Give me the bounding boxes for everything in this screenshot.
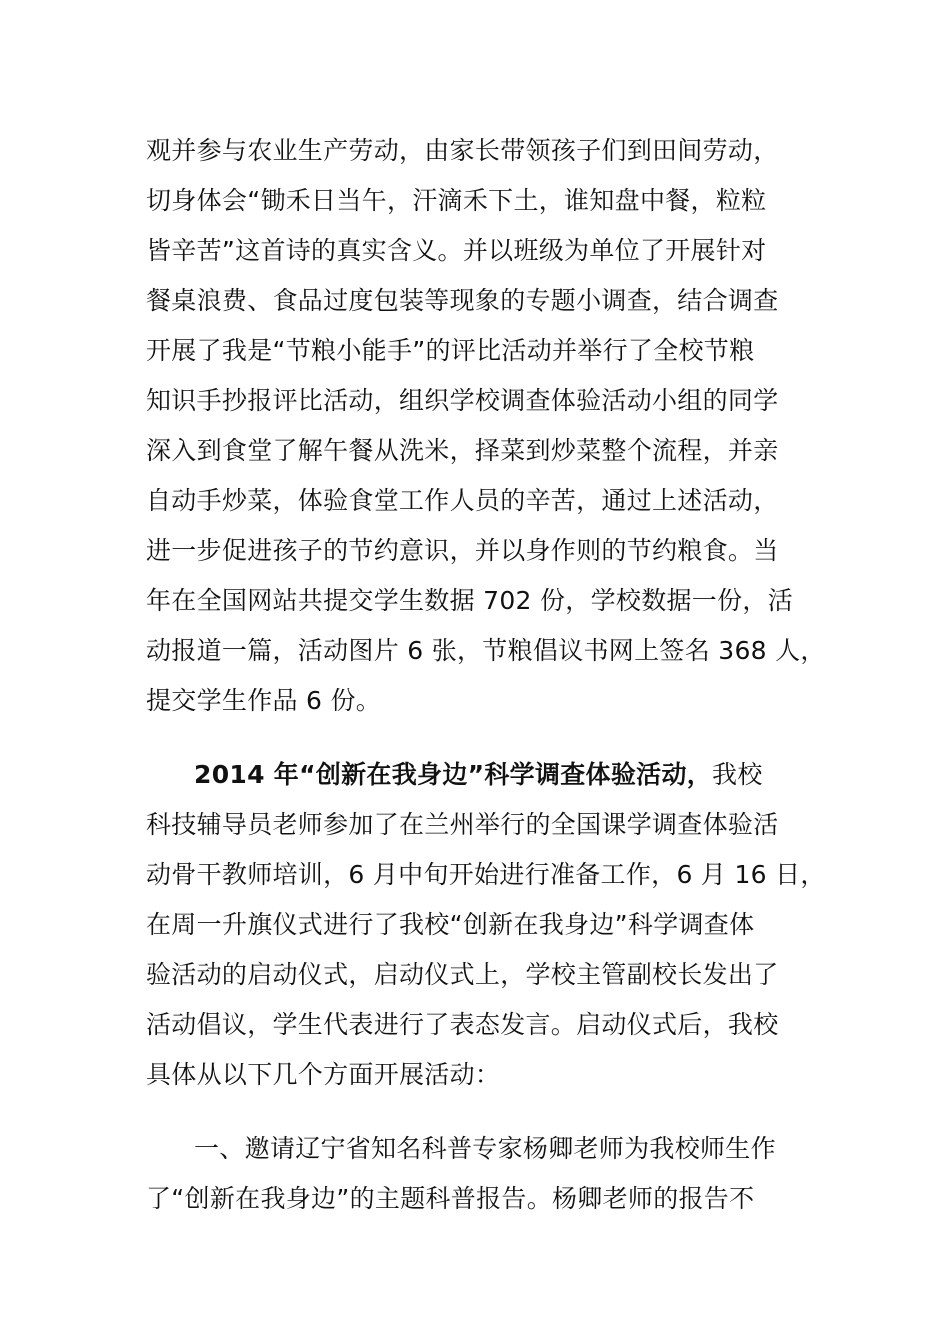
paragraph-1-line-1: 观并参与农业生产劳动，由家长带领孩子们到田间劳动， — [146, 136, 779, 165]
paragraph-2-line-2: 科技辅导员老师参加了在兰州举行的全国课学调查体验活 — [146, 810, 779, 839]
paragraph-3-line-2: 了“创新在我身边”的主题科普报告。杨卿老师的报告不 — [146, 1184, 755, 1213]
paragraph-1-line-8: 自动手炒菜，体验食堂工作人员的辛苦，通过上述活动， — [146, 486, 779, 515]
paragraph-1-line-11: 动报道一篇，活动图片 6 张，节粮倡议书网上签名 368 人， — [146, 636, 826, 665]
paragraph-1-line-9: 进一步促进孩子的节约意识，并以身作则的节约粮食。当 — [146, 536, 779, 565]
paragraph-1-line-12: 提交学生作品 6 份。 — [146, 686, 382, 715]
paragraph-2-line-6: 活动倡议，学生代表进行了表态发言。启动仪式后，我校 — [146, 1010, 779, 1039]
paragraph-1-line-2: 切身体会“锄禾日当午，汗滴禾下土，谁知盘中餐，粒粒 — [146, 186, 767, 215]
paragraph-2-line-4: 在周一升旗仪式进行了我校“创新在我身边”科学调查体 — [146, 910, 755, 939]
paragraph-2-line-1 — [194, 758, 763, 792]
paragraph-2-line-3: 动骨干教师培训，6 月中旬开始进行准备工作，6 月 16 日， — [146, 860, 826, 889]
activity-heading: 2014 年“创新在我身边”科学调查体验活动， — [194, 760, 713, 789]
paragraph-1-line-4: 餐桌浪费、食品过度包装等现象的专题小调查，结合调查 — [146, 286, 779, 315]
paragraph-2-line-5: 验活动的启动仪式，启动仪式上，学校主管副校长发出了 — [146, 960, 779, 989]
paragraph-2-line-7: 具体从以下几个方面开展活动： — [146, 1060, 501, 1089]
paragraph-1-line-7: 深入到食堂了解午餐从洗米，择菜到炒菜整个流程，并亲 — [146, 436, 779, 465]
paragraph-2-line-1-rest: 我校 — [712, 760, 763, 789]
paragraph-1-line-5: 开展了我是“节粮小能手”的评比活动并举行了全校节粮 — [146, 336, 755, 365]
paragraph-3-line-1: 一、邀请辽宁省知名科普专家杨卿老师为我校师生作 — [194, 1134, 776, 1163]
paragraph-1-line-10: 年在全国网站共提交学生数据 702 份，学校数据一份，活 — [146, 586, 794, 615]
paragraph-1-line-3: 皆辛苦”这首诗的真实含义。并以班级为单位了开展针对 — [146, 236, 767, 265]
paragraph-1-line-6: 知识手抄报评比活动，组织学校调查体验活动小组的同学 — [146, 386, 779, 415]
